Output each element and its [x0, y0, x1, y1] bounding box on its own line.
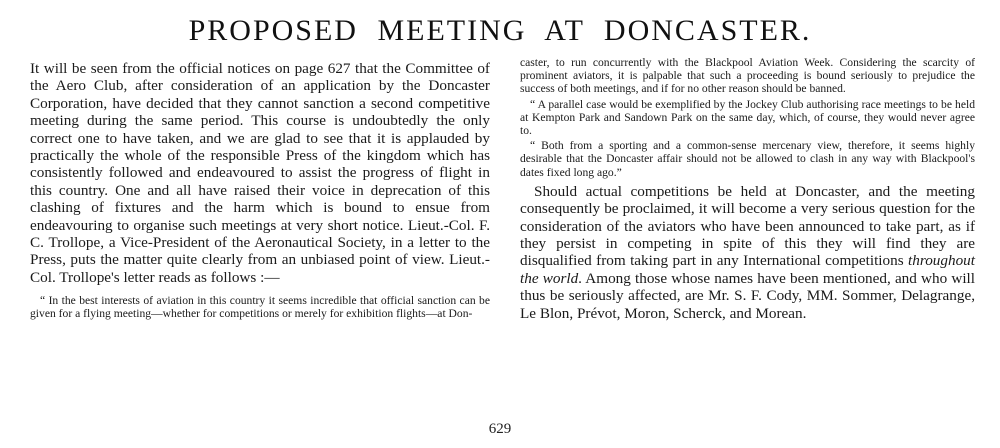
article-headline: PROPOSED MEETING AT DONCASTER. [188, 14, 812, 47]
right-column [520, 56, 975, 322]
left-column [30, 60, 490, 321]
letter-quote-conclusion: “ Both from a sporting and a common-sense mercenary view, therefore, it seems highly desirable that the Doncaster affair should not be allowed to clash in any way with Blackpool's dates fixed long ago.” [520, 139, 975, 179]
article-intro-paragraph: It will be seen from the official notices on page 627 that the Committee of the Aero Club, after consideration of an application by the Doncaster Corporation, have decided that they cannot sanction a second competitive meeting during the same period. This course is undoubtedly the only correct one to have taken, and we are glad to see that it is applauded by practically the whole of the responsible Press of the kingdom which has consistently followed and endeavoured to assist the progress of flight in this country. One and all have raised their voice in deprecation of this clashing of fixtures and the harm which is bound to ensue from endeavouring to organise such meetings at very short notice. Lieut.-Col. F. C. Trollope, a Vice-President of the Aeronautical Society, in a letter to the Press, puts the matter quite clearly from an unbiased point of view. Lieut.-Col. Trollope's letter reads as follows :— [30, 60, 490, 286]
closing-text-part-1: Should actual competitions be held at Doncaster, and the meeting consequently be proclaimed, it will become a very serious question for the consideration of the aviators who have been announced to take part, as if they persist in competing in spite of this they will find they are disqualified from taking part in any International competitions [520, 182, 975, 270]
closing-text-part-2: . Among those whose names have been mentioned, and who will thus be seriously affected, are Mr. S. F. Cody, MM. Sommer, Delagrange, Le Blon, Prévot, Moron, Scherck, and Morean. [520, 269, 975, 322]
letter-quote-start: “ In the best interests of aviation in this country it seems incredible that official sanction can be given for a flying meeting—whether for competitions or merely for exhibition flights—at Don- [30, 294, 490, 321]
letter-quote-continued: caster, to run concurrently with the Blackpool Aviation Week. Considering the scarcity of prominent aviators, it is palpable that such a proceeding is bound seriously to prejudice the success of both meetings, and if for no other reason should be banned. [520, 56, 975, 96]
closing-text-italic: throughout the world [520, 252, 975, 287]
article-closing-paragraph [520, 183, 975, 322]
letter-quote-parallel-case: “ A parallel case would be exemplified by the Jockey Club authorising race meetings to be held at Kempton Park and Sandown Park on the same day, which, of course, they would never agree to. [520, 97, 975, 138]
page-number: 629 [488, 421, 512, 437]
